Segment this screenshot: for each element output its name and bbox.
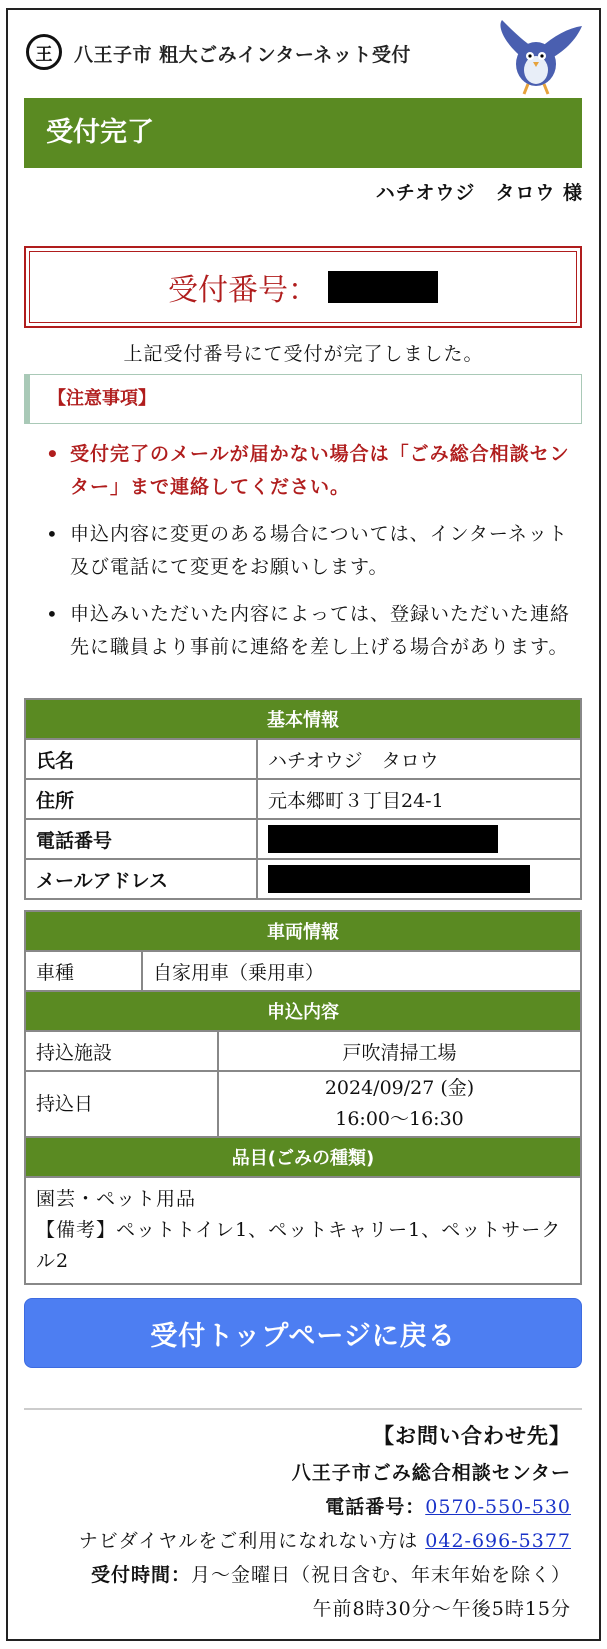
table-row [25,1177,581,1284]
table-row [25,779,581,819]
vehicle-info-heading: 車両情報 [25,911,581,951]
item-remarks [36,1215,570,1277]
email-label: メールアドレス [25,859,257,899]
contact-org: 八王子市ごみ総合相談センター [291,1462,571,1484]
basic-info-table [24,698,582,900]
application-table [24,990,582,1285]
table-row [25,1071,581,1137]
table-row [25,739,581,779]
mascot-bird-icon [488,18,584,98]
redacted-receipt-number [328,271,438,303]
notice-item: • 申込みいただいた内容によっては、登録いただいた連絡先に職員より事前に連絡を差し上げる場合があります。 [40,598,570,664]
alt-phone-link[interactable]: 042-696-5377 [425,1530,571,1552]
notice-heading: 【注意事項】 [24,374,582,424]
vehicle-info-table [24,910,582,992]
facility-value: 戸吹清掃工場 [218,1031,581,1071]
notice-item: • 申込内容に変更のある場合については、インターネット及び電話にて変更をお願いします。 [40,518,570,584]
site-title: 八王子市 粗大ごみインターネット受付 [74,44,411,66]
items-cell [25,1177,581,1284]
notice-list [40,438,570,678]
date-value: 2024/09/27 (金) [324,1077,475,1099]
divider [24,1408,582,1410]
customer-name: ハチオウジ タロウ 様 [375,182,583,204]
date-label: 持込日 [25,1071,218,1137]
remarks-value: ペットトイレ1、ペットキャリー1、ペットサークル2 [36,1219,562,1272]
vehicle-type-label: 車種 [25,951,142,991]
receipt-number-label: 受付番号： [168,273,318,308]
facility-label: 持込施設 [25,1031,218,1071]
completion-message: 上記受付番号にて受付が完了しました。 [123,343,484,365]
phone-label: 電話番号 [25,819,257,859]
table-row [25,951,581,991]
application-heading: 申込内容 [25,991,581,1031]
items-heading: 品目(ごみの種類) [25,1137,581,1177]
time-value: 16:00〜16:30 [335,1108,464,1130]
receipt-number-box [24,246,582,328]
vehicle-type-value: 自家用車（乗用車） [142,951,581,991]
hours-label: 受付時間： [90,1564,191,1586]
basic-info-heading: 基本情報 [25,699,581,739]
hours-days: 月〜金曜日（祝日含む、年末年始を除く） [190,1564,571,1586]
redacted-email [268,865,530,893]
remarks-label: 【備考】 [36,1219,117,1241]
site-header [24,18,584,100]
contact-title: 【お問い合わせ先】 [373,1423,571,1448]
date-value-cell [218,1071,581,1137]
navi-dial-note: ナビダイヤルをご利用になれない方は [78,1530,419,1552]
back-to-top-button[interactable]: 受付トップページに戻る [24,1298,582,1368]
page-title: 受付完了 [24,98,582,168]
address-value: 元本郷町３丁目24-1 [257,779,581,819]
item-category: 園芸・ペット用品 [36,1188,197,1210]
contact-section [79,1416,571,1626]
city-emblem-icon: 王 [26,34,62,70]
contact-phone-label: 電話番号： [325,1496,426,1518]
hours-time: 午前8時30分〜午後5時15分 [312,1598,571,1620]
contact-phone-link[interactable]: 0570-550-530 [425,1496,571,1518]
name-value: ハチオウジ タロウ [257,739,581,779]
notice-item: • 受付完了のメールが届かない場合は「ごみ総合相談センター」まで連絡してください。 [40,438,570,504]
redacted-phone [268,825,498,853]
table-row [25,819,581,859]
table-row [25,1031,581,1071]
address-label: 住所 [25,779,257,819]
table-row [25,859,581,899]
name-label: 氏名 [25,739,257,779]
